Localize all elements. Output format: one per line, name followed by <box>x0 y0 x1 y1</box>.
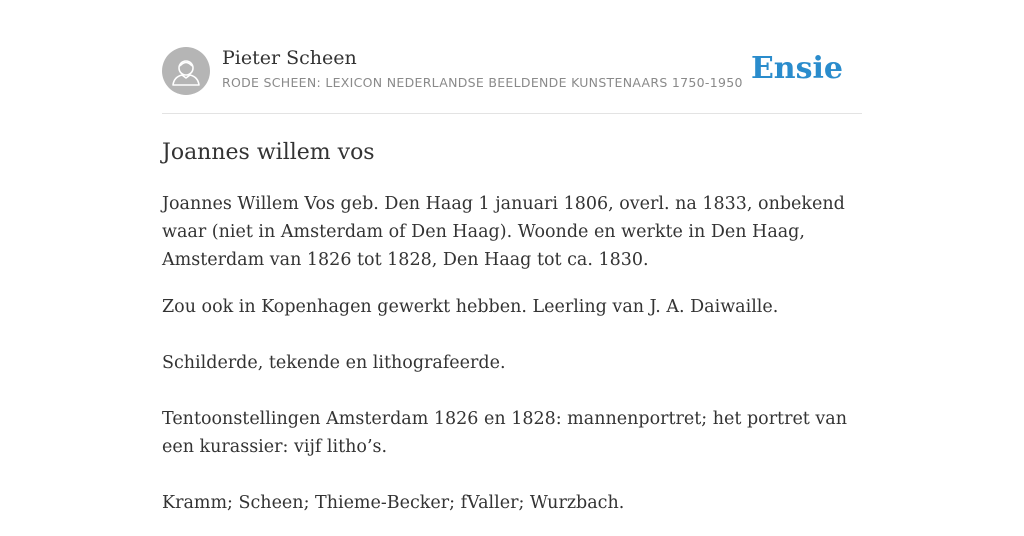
author-name[interactable]: Pieter Scheen <box>222 47 357 69</box>
article-body <box>162 190 862 536</box>
paragraph-exhibitions: Tentoonstellingen Amsterdam 1826 en 1828: mannenportret; het portret van een kurassier: vijf litho’s. <box>162 409 847 457</box>
ensie-logo[interactable]: Ensie <box>750 51 843 86</box>
article-title: Joannes willem vos <box>162 140 375 165</box>
author-header <box>162 47 862 114</box>
paragraph-biography: Joannes Willem Vos geb. Den Haag 1 januari 1806, overl. na 1833, onbekend waar (niet in Amsterdam of Den Haag). Woonde en werkte in Den Haag, Amsterdam van 1826 tot 1828, Den Haag tot ca. 1830. <box>162 194 845 270</box>
source-title[interactable]: RODE SCHEEN: LEXICON NEDERLANDSE BEELDENDE KUNSTENAARS 1750-1950 <box>222 75 743 90</box>
avatar[interactable] <box>162 47 210 95</box>
paragraph-techniques: Schilderde, tekende en lithografeerde. <box>162 353 506 373</box>
paragraph-training: Zou ook in Kopenhagen gewerkt hebben. Leerling van J. A. Daiwaille. <box>162 297 779 317</box>
user-silhouette-icon <box>162 47 210 95</box>
paragraph-references: Kramm; Scheen; Thieme-Becker; fValler; Wurzbach. <box>162 493 625 513</box>
